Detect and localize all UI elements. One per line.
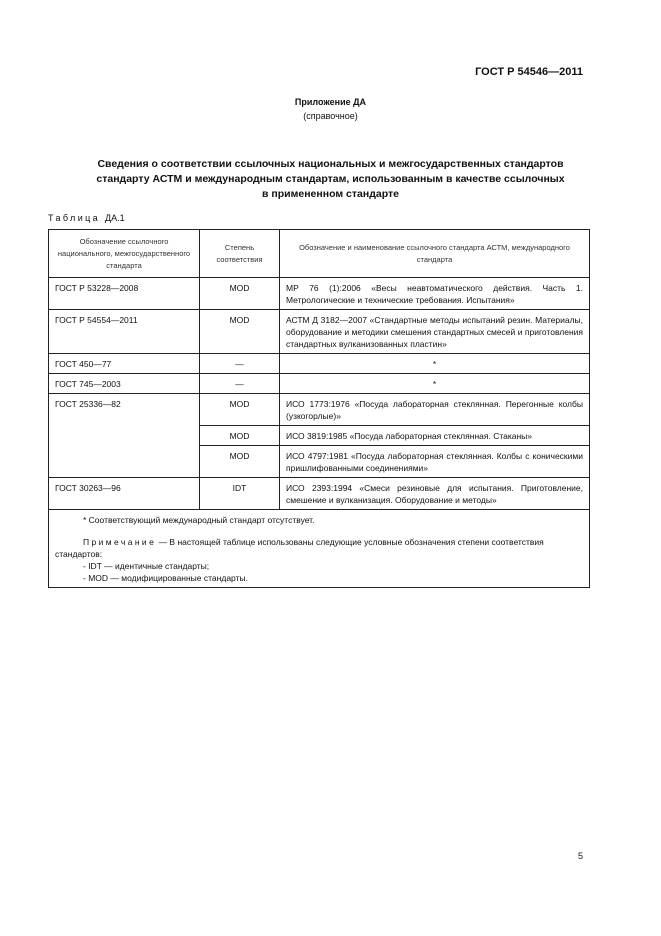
cell-national: ГОСТ 25336—82 xyxy=(49,394,200,478)
cell-degree: MOD xyxy=(200,394,280,426)
column-header-intl: Обозначение и наименование ссылочного стандарта АСТМ, международного стандарта xyxy=(280,230,590,278)
table-note xyxy=(55,536,583,560)
cell-degree: IDT xyxy=(200,478,280,510)
note-label: Примечание xyxy=(83,537,157,547)
correspondence-table xyxy=(48,229,590,588)
cell-degree: MOD xyxy=(200,446,280,478)
document-code: ГОСТ Р 54546—2011 xyxy=(475,66,583,78)
section-heading xyxy=(48,157,613,202)
table-row xyxy=(49,354,590,374)
table-row xyxy=(49,374,590,394)
table-caption-prefix: Таблица xyxy=(48,213,101,223)
table-row xyxy=(49,478,590,510)
cell-degree: — xyxy=(200,374,280,394)
note-item: - MOD — модифицированные стандарты. xyxy=(83,573,248,583)
note-text: — В настоящей таблице использованы следующие условные обозначения степени соответствия стандартов: xyxy=(55,537,544,559)
cell-national: ГОСТ Р 53228—2008 xyxy=(49,278,200,310)
table-notes xyxy=(49,510,590,588)
heading-line: в примененном стандарте xyxy=(262,188,399,200)
table-row xyxy=(49,394,590,426)
appendix-header xyxy=(0,95,661,123)
appendix-subtitle: (справочное) xyxy=(303,111,358,121)
table-caption-number: ДА.1 xyxy=(105,213,125,223)
cell-national: ГОСТ 30263—96 xyxy=(49,478,200,510)
cell-degree: MOD xyxy=(200,426,280,446)
cell-intl: АСТМ Д 3182—2007 «Стандартные методы испытаний резин. Материалы, оборудование и методики смешения стандартных смесей и приготовления стандартных вулканизованных пластин» xyxy=(280,310,590,354)
heading-line: Сведения о соответствии ссылочных национальных и межгосударственных стандартов xyxy=(97,158,564,170)
table-notes-row xyxy=(49,510,590,588)
heading-line: стандарту АСТМ и международным стандартам, использованным в качестве ссылочных xyxy=(96,173,565,185)
table-header-row xyxy=(49,230,590,278)
cell-national: ГОСТ Р 54554—2011 xyxy=(49,310,200,354)
cell-intl: ИСО 1773:1976 «Посуда лабораторная стеклянная. Перегонные колбы (узкогорлые)» xyxy=(280,394,590,426)
cell-national: ГОСТ 450—77 xyxy=(49,354,200,374)
cell-intl: ИСО 4797:1981 «Посуда лабораторная стеклянная. Колбы с коническими пришлифованными соединениями» xyxy=(280,446,590,478)
cell-intl: МР 76 (1):2006 «Весы неавтоматического действия. Часть 1. Метрологические и технические требования. Испытания» xyxy=(280,278,590,310)
cell-intl: ИСО 2393:1994 «Смеси резиновые для испытания. Приготовление, смешение и вулканизация. Оборудование и методы» xyxy=(280,478,590,510)
cell-intl: * xyxy=(280,374,590,394)
table-row xyxy=(49,278,590,310)
footnote: * Соответствующий международный стандарт отсутствует. xyxy=(83,515,315,525)
column-header-degree: Степень соответствия xyxy=(200,230,280,278)
cell-intl: * xyxy=(280,354,590,374)
appendix-title: Приложение ДА xyxy=(294,97,367,107)
cell-degree: MOD xyxy=(200,278,280,310)
cell-degree: — xyxy=(200,354,280,374)
note-item: - IDT — идентичные стандарты; xyxy=(83,561,210,571)
table-row xyxy=(49,310,590,354)
cell-national: ГОСТ 745—2003 xyxy=(49,374,200,394)
table-caption xyxy=(48,213,125,223)
page-number: 5 xyxy=(577,851,583,861)
column-header-national: Обозначение ссылочного национального, межгосударственного стандарта xyxy=(49,230,200,278)
cell-intl: ИСО 3819:1985 «Посуда лабораторная стеклянная. Стаканы» xyxy=(280,426,590,446)
cell-degree: MOD xyxy=(200,310,280,354)
